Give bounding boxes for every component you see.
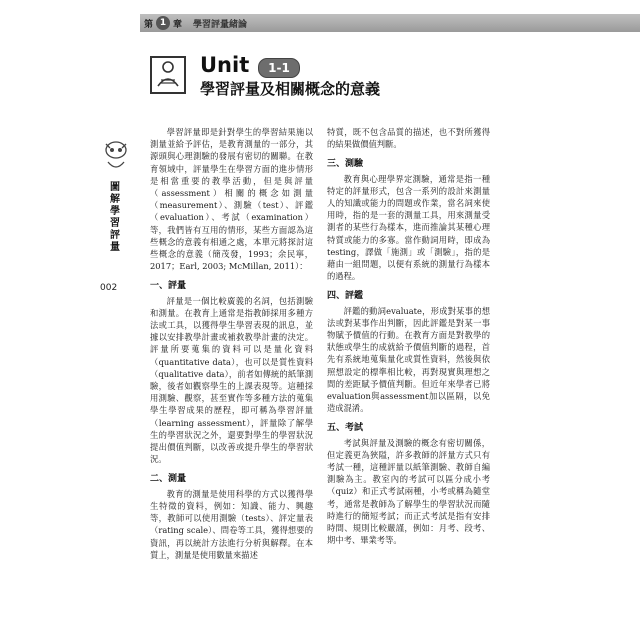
section-heading-test: 三、測驗	[327, 159, 364, 170]
book-title-char: 評	[110, 230, 120, 241]
book-title-char: 解	[110, 194, 120, 205]
chapter-title: 學習評量緒論	[193, 19, 248, 30]
section-heading-examination: 五、考試	[327, 423, 364, 434]
section-text-assessment: 評量是一個比較廣義的名詞，包括測驗和測量。在教育上通常是指教師採用多種方法或工具，以獲得學生學習表現的訊息，並據以安排教學計畫或補救教學計畫的決定。評量所要蒐集的資料可以是量化資料（quantitative data），也可以是質性資料（qualitative data），前者如傳統的紙筆測驗，後者如觀察學生的上課表現等。這種採用測驗、觀察，甚至實作等多種方法的蒐集學生學習成果的歷程，即可稱為學習評量（learning assessment），評量除了解學生的學習狀況之外，還要對學生的學習狀況提出價值判斷，以改善或提升學生的學習狀況。	[150, 295, 313, 465]
person-board-icon	[150, 56, 186, 94]
section-text-test: 教育與心理學界定測驗，通常是指一種特定的評量形式，包含一系列的設計來測量人的知識或能力的問題或作業，當名詞來使用時，指的是一套的測量工具，用來測量受測者的某些行為樣本，進而推論其某種心理特質或能力的多寡。當作動詞用時，即成為testing，譯做「施測」或「測驗」，指的是藉由一組問題，以便有系統的測量行為樣本的過程。	[327, 173, 490, 282]
chapter-tag	[144, 15, 247, 31]
unit-number-badge: 1-1	[258, 58, 300, 78]
section-text-examination: 考試與評量及測驗的概念有密切關係，但定義更為狹隘，許多教師的評量方式只有考試一種，這種評量以紙筆測驗、教師自編測驗為主。教室內的考試可以區分成小考（quiz）和正式考試兩種，小考或稱為隨堂考，通常是教師為了解學生的學習狀況而隨時進行的簡短考試；而正式考試是指有安排時間、規則比較嚴謹，例如：月考、段考、期中考、畢業考等。	[327, 437, 490, 546]
left-column	[150, 126, 313, 561]
unit-title: 學習評量及相關概念的意義	[200, 80, 381, 98]
chapter-suffix: 章	[173, 19, 183, 30]
chapter-prefix: 第	[144, 19, 154, 30]
section-heading-evaluation: 四、評鑑	[327, 291, 364, 302]
book-title-vertical	[108, 182, 122, 254]
continued-text: 特質，既不包含品質的描述，也不對所獲得的結果做價值判斷。	[327, 127, 490, 150]
page-number: 002	[100, 283, 118, 293]
book-title-char: 習	[110, 218, 120, 229]
mascot-icon	[103, 140, 129, 174]
book-title-char: 量	[110, 242, 120, 253]
book-title-char: 圖	[110, 182, 120, 193]
right-column	[327, 126, 490, 547]
section-heading-assessment: 一、評量	[150, 281, 187, 292]
section-text-evaluation: 評鑑的動詞evaluate，形成對某事的想法或對某事作出判斷，因此評鑑是對某一事物賦予價值的行動。在教育方面是對教學的狀態或學生的成就給予價值判斷的過程，首先有系統地蒐集量化或質性資料，然後與依照想設定的標準相比較，再對現實與理想之間的差距賦予價值判斷。但近年來學者已將evaluation與assessment加以區隔，以免造成混淆。	[327, 305, 490, 414]
section-heading-measurement: 二、測量	[150, 474, 187, 485]
section-text-measurement: 教育的測量是使用科學的方式以獲得學生特徵的資料，例如：知識、能力、興趣等，教師可以使用測驗（tests）、評定量表（rating scale）、問卷等工具，獲得想要的資訊，再以統計方法進行分析與解釋。在本質上，測量是使用數量來描述	[150, 488, 313, 560]
unit-label: Unit	[200, 53, 250, 77]
book-title-char: 學	[110, 206, 120, 217]
chapter-number-badge: 1	[156, 16, 170, 30]
intro-paragraph: 學習評量即是針對學生的學習結果施以測量並給予評估，是教育測量的一部分，其源頭與心理測驗的發展有密切的關聯。在教育領域中，評量學生在學習方面的進步情形是相當重要的教學活動，但是與評量（assessment）相關的概念如測量（measurement）、測驗（test）、評鑑（evaluation）、考試（examination）等，我們皆有互用的情形，某些方面認為這些概念的意義有相通之處，本單元將探討這些概念的意義（簡茂發，1993；余民寧，2017；Earl, 2003; McMillan, 2011）：	[150, 127, 313, 272]
